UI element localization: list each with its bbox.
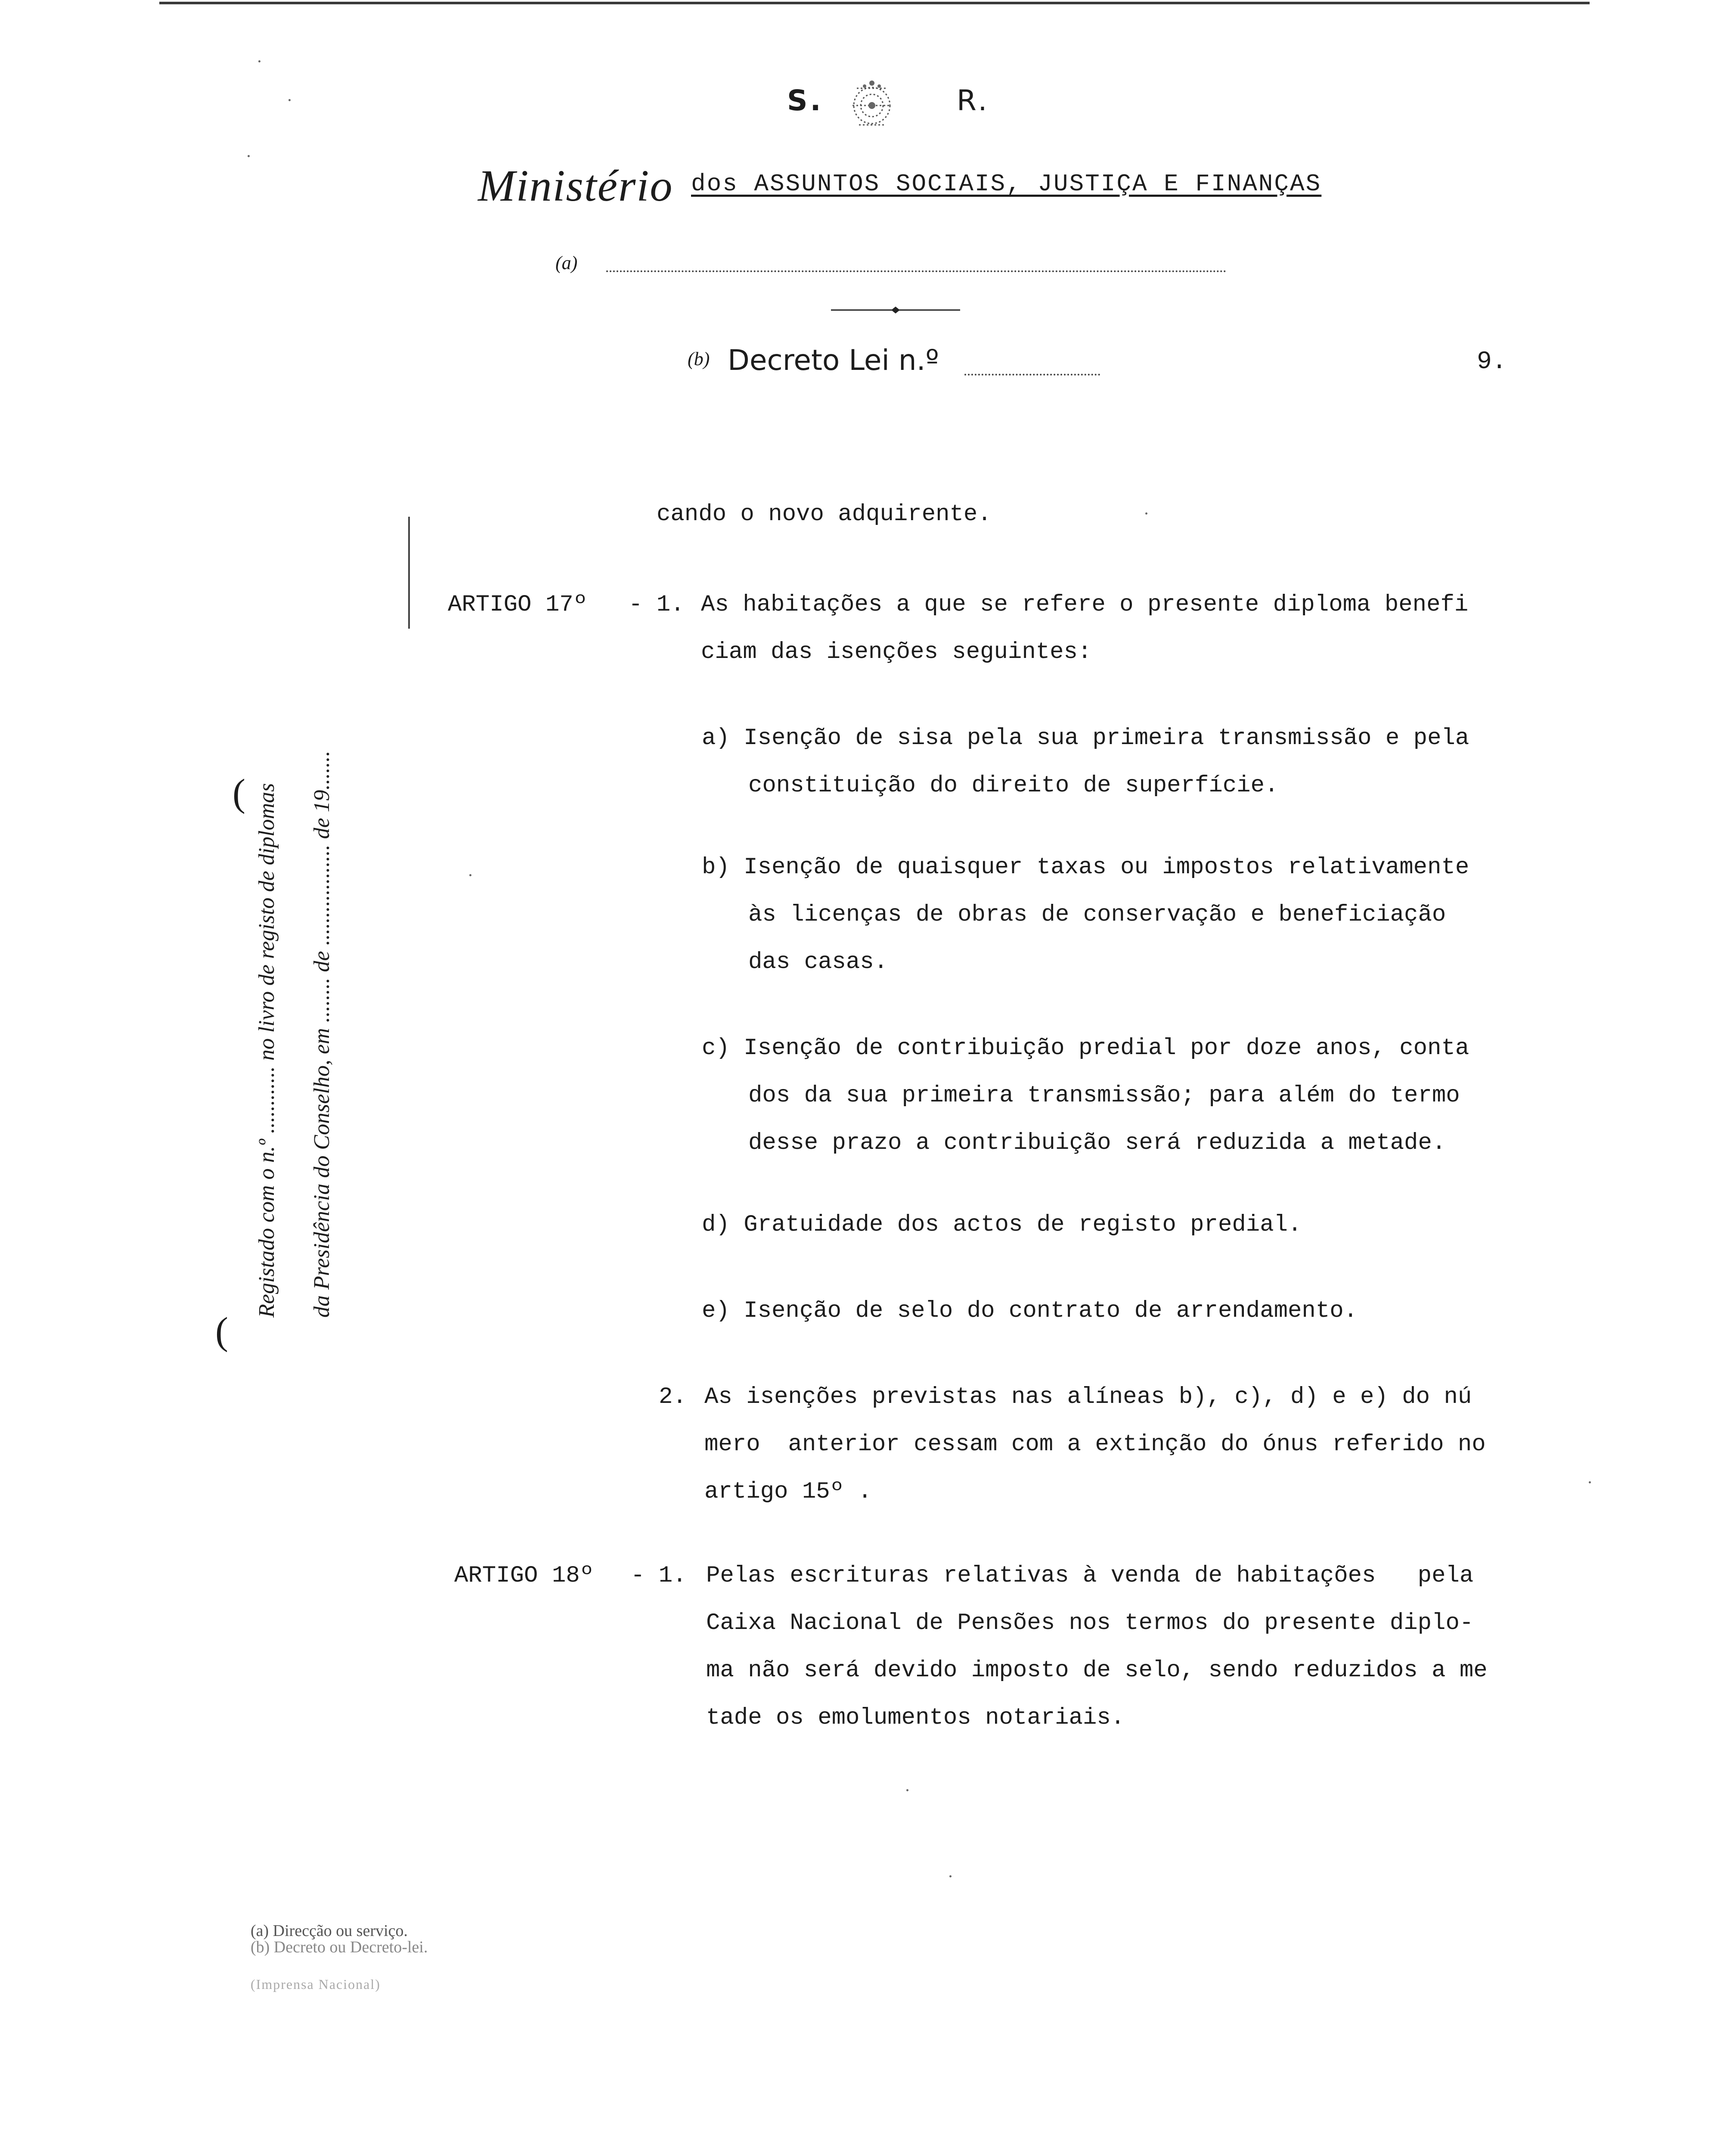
- list-item-b: b) Isenção de quaisquer taxas ou impostos relativamente: [702, 854, 1469, 881]
- article-18-number: - 1.: [631, 1563, 687, 1589]
- direction-fill-line: [606, 270, 1226, 272]
- footnote-mark-b: (b): [688, 348, 710, 369]
- article-17-line: As habitações a que se refere o presente diploma benefi: [701, 592, 1469, 618]
- list-item-c: desse prazo a contribuição será reduzida a metade.: [748, 1130, 1446, 1156]
- article-18-line: Pelas escrituras relativas à venda de habitações pela: [706, 1563, 1474, 1589]
- ministry-department: dos ASSUNTOS SOCIAIS, JUSTIÇA E FINANÇAS: [691, 170, 1322, 198]
- paragraph-2-line: artigo 15º .: [704, 1479, 872, 1505]
- registration-line-2: da Presidência do Conselho, em ........ de .................. de 19.......: [310, 751, 334, 1318]
- margin-parenthesis: (: [232, 772, 245, 814]
- paragraph-2-line: As isenções previstas nas alíneas b), c), d) e e) do nú: [704, 1384, 1472, 1410]
- scan-speck: [1145, 512, 1147, 515]
- ornamental-divider: [831, 301, 960, 319]
- continuation-line: cando o novo adquirente.: [657, 501, 992, 527]
- decree-label: Decreto Lei n.º: [728, 344, 939, 377]
- article-18-line: ma não será devido imposto de selo, sendo reduzidos a me: [706, 1657, 1488, 1684]
- margin-parenthesis: (: [215, 1310, 228, 1353]
- margin-bar: [408, 517, 410, 629]
- article-18-line: Caixa Nacional de Pensões nos termos do presente diplo-: [706, 1610, 1474, 1636]
- list-item-d: d) Gratuidade dos actos de registo predial.: [702, 1212, 1302, 1238]
- list-item-c: dos da sua primeira transmissão; para além do termo: [748, 1083, 1460, 1109]
- article-17-label: ARTIGO 17º: [448, 592, 588, 618]
- list-item-c: c) Isenção de contribuição predial por doze anos, conta: [702, 1035, 1469, 1061]
- scan-speck: [1589, 1481, 1591, 1483]
- footnote-mark-a: (a): [555, 252, 578, 273]
- decree-number-fill-line: [964, 374, 1100, 375]
- list-item-b: às licenças de obras de conservação e beneficiação: [748, 902, 1446, 928]
- paragraph-2-line: mero anterior cessam com a extinção do ónus referido no: [704, 1431, 1486, 1458]
- list-item-a: a) Isenção de sisa pela sua primeira transmissão e pela: [702, 725, 1469, 751]
- scan-speck: [949, 1875, 952, 1877]
- coat-of-arms-emblem: [840, 71, 904, 136]
- article-17-number: - 1.: [629, 592, 685, 618]
- header-r: R.: [957, 84, 990, 117]
- list-item-a: constituição do direito de superfície.: [748, 772, 1279, 799]
- article-18-line: tade os emolumentos notariais.: [706, 1705, 1125, 1731]
- footnote-b: (b) Decreto ou Decreto-lei.: [251, 1938, 428, 1956]
- scan-speck: [906, 1789, 908, 1791]
- ministry-title: Ministério: [478, 161, 673, 211]
- scan-speck: [258, 60, 260, 62]
- paragraph-2-number: 2.: [659, 1384, 687, 1410]
- page-number: 9.: [1477, 348, 1507, 376]
- footnote-a: (a) Direcção ou serviço.: [251, 1922, 408, 1940]
- header-s: S.: [787, 84, 824, 117]
- registration-line-1: Registado com o n.º ............ no livro de registo de diplomas: [254, 783, 279, 1318]
- article-18-label: ARTIGO 18º: [454, 1563, 594, 1589]
- article-17-line: ciam das isenções seguintes:: [701, 639, 1092, 665]
- scan-speck: [248, 155, 250, 157]
- top-rule: [159, 2, 1590, 4]
- printer-imprint: (Imprensa Nacional): [251, 1976, 381, 1992]
- list-item-e: e) Isenção de selo do contrato de arrendamento.: [702, 1298, 1358, 1324]
- scan-speck: [288, 99, 291, 101]
- scan-speck: [469, 874, 471, 876]
- list-item-b: das casas.: [748, 949, 888, 975]
